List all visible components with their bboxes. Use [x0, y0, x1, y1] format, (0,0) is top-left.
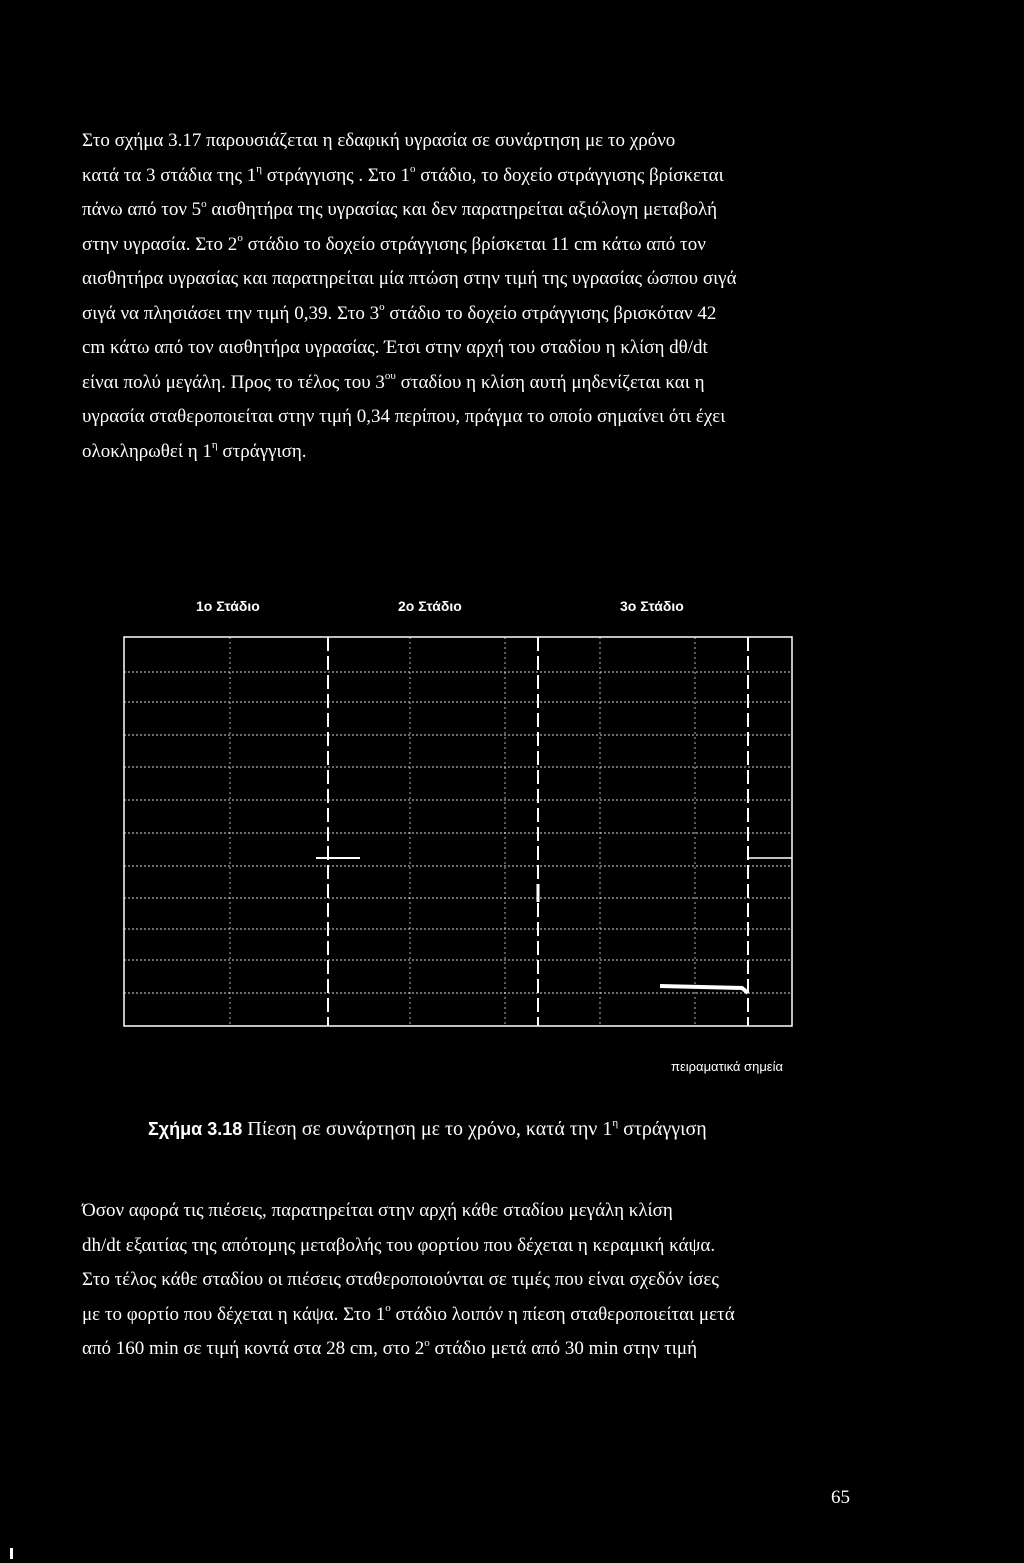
page-number: 65: [831, 1487, 850, 1508]
text-line: πάνω από τον $5^o$ αισθητήρα της υγρασίας και δεν παρατηρείται αξιόλογη μεταβολή: [82, 197, 717, 220]
corner-mark: [10, 1548, 13, 1559]
stage-dividers: [328, 637, 748, 1026]
text-line: dh/dt εξαιτίας της απότομης μεταβολής του φορτίου που δέχεται η κεραμική κάψα.: [82, 1234, 716, 1256]
caption-label: Σχήμα 3.18: [148, 1119, 243, 1139]
text-line: με το φορτίο που δέχεται η κάψα. Στο $1^o$ στάδιο λοιπόν η πίεση σταθεροποιείται μετά: [82, 1302, 735, 1325]
text-line: στην υγρασία. Στο $2^o$ στάδιο το δοχείο στράγγισης βρίσκεται 11 cm κάτω από τον: [82, 232, 706, 255]
paragraph-soil-moisture: [82, 124, 872, 469]
text-line: σιγά να πλησιάσει την τιμή 0,39. Στο $3^o$ στάδιο το δοχείο στράγγισης βρισκόταν 42: [82, 301, 717, 324]
text-line: Στο τέλος κάθε σταδίου οι πιέσεις σταθεροποιούνται σε τιμές που είναι σχεδόν ίσες: [82, 1269, 719, 1290]
text-line: αισθητήρα υγρασίας και παρατηρείται μία πτώση στην τιμή της υγρασίας ώσπου σιγά: [82, 268, 737, 289]
text-line: υγρασία σταθεροποιείται στην τιμή 0,34 περίπου, πράγμα το οποίο σημαίνει ότι έχει: [82, 406, 726, 427]
figure-caption: Σχήμα 3.18 Πίεση σε συνάρτηση με το χρόνο, κατά την $1^\eta$ στράγγιση: [148, 1117, 707, 1140]
text-line: είναι πολύ μεγάλη. Προς το τέλος του $3^{o\upsilon}$ σταδίου η κλίση αυτή μηδενίζεται και η: [82, 370, 705, 393]
text-line: cm κάτω από τον αισθητήρα υγρασίας. Έτσι στην αρχή του σταδίου η κλίση dθ/dt: [82, 337, 708, 358]
text-line: Όσον αφορά τις πιέσεις, παρατηρείται στην αρχή κάθε σταδίου μεγάλη κλίση: [82, 1200, 673, 1221]
stage-label-1: 1ο Στάδιο: [196, 598, 260, 614]
text-line: ολοκληρωθεί η $1^\eta$ στράγγιση.: [82, 439, 307, 462]
stage-label-2: 2ο Στάδιο: [398, 598, 462, 614]
text-line: από 160 min σε τιμή κοντά στα 28 cm, στο $2^o$ στάδιο μετά από 30 min στην τιμή: [82, 1336, 697, 1359]
legend-label: πειραματικά σημεία: [671, 1059, 784, 1074]
horizontal-gridlines: [124, 672, 792, 993]
text-line: κατά τα 3 στάδια της $1^\eta$ στράγγισης . Στο $1^o$ στάδιο, το δοχείο στράγγισης βρίσκεται: [82, 163, 724, 186]
stage-label-3: 3ο Στάδιο: [620, 598, 684, 614]
text-line: Στο σχήμα 3.17 παρουσιάζεται η εδαφική υγρασία σε συνάρτηση με το χρόνο: [82, 130, 676, 151]
vertical-gridlines: [230, 637, 695, 1026]
paragraph-pressures: [82, 1194, 872, 1367]
curve-segment: [660, 986, 748, 993]
plot-frame: [124, 637, 792, 1026]
